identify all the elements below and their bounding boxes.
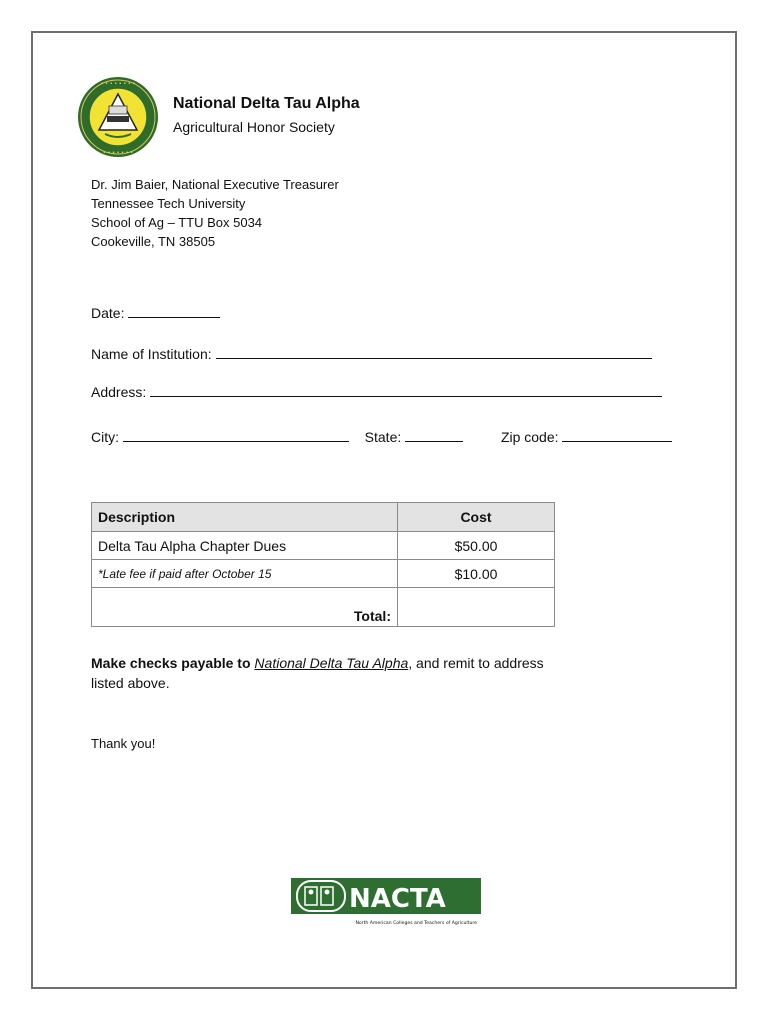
zip-blank-line[interactable] — [562, 429, 672, 442]
date-blank-line[interactable] — [128, 305, 220, 318]
row-cost: $10.00 — [398, 560, 555, 588]
total-label: Total: — [92, 588, 398, 627]
institution-label: Name of Institution: — [91, 346, 212, 362]
date-label: Date: — [91, 305, 125, 321]
total-row — [92, 588, 555, 627]
organization-subtitle: Agricultural Honor Society — [173, 119, 335, 135]
row-description: Delta Tau Alpha Chapter Dues — [92, 532, 398, 560]
thank-you-text: Thank you! — [91, 736, 156, 751]
institution-field — [91, 346, 652, 362]
svg-text:• • • • • • • •: • • • • • • • • — [100, 81, 136, 87]
organization-title: National Delta Tau Alpha — [173, 95, 360, 112]
table-row — [92, 560, 555, 588]
svg-text:• • • • • • •: • • • • • • • — [102, 150, 134, 156]
payment-instructions — [91, 653, 551, 693]
nacta-tagline: North American Colleges and Teachers of Agriculture — [355, 921, 477, 926]
nacta-logo-text: NACTA — [349, 884, 446, 914]
row-description: *Late fee if paid after October 15 — [92, 560, 398, 588]
address-line: Tennessee Tech University — [91, 196, 246, 211]
state-blank-line[interactable] — [405, 429, 463, 442]
document-page — [31, 31, 737, 989]
city-blank-line[interactable] — [123, 429, 349, 442]
city-label: City: — [91, 429, 119, 445]
state-label: State: — [364, 429, 402, 445]
nacta-logo — [291, 878, 481, 930]
zip-label: Zip code: — [500, 429, 559, 445]
address-line: Dr. Jim Baier, National Executive Treasurer — [91, 177, 339, 192]
payee-name: National Delta Tau Alpha — [254, 655, 409, 671]
payment-instructions-rest: , and remit to address listed above. — [91, 655, 544, 691]
description-header: Description — [92, 503, 398, 532]
table-header-row — [92, 503, 555, 532]
address-field — [91, 384, 662, 400]
cost-header: Cost — [398, 503, 555, 532]
address-label: Address: — [91, 384, 147, 400]
table-row — [92, 532, 555, 560]
city-state-zip-field — [91, 429, 672, 445]
institution-blank-line[interactable] — [216, 346, 652, 359]
row-cost: $50.00 — [398, 532, 555, 560]
date-field — [91, 305, 220, 321]
fees-table — [91, 502, 555, 627]
delta-tau-alpha-seal-logo — [77, 76, 159, 158]
address-blank-line[interactable] — [150, 384, 662, 397]
mailing-address — [91, 175, 339, 251]
payment-instructions-lead: Make checks payable to — [91, 655, 251, 671]
total-value-cell[interactable] — [398, 588, 555, 627]
address-line: School of Ag – TTU Box 5034 — [91, 215, 263, 230]
address-line: Cookeville, TN 38505 — [91, 234, 216, 249]
